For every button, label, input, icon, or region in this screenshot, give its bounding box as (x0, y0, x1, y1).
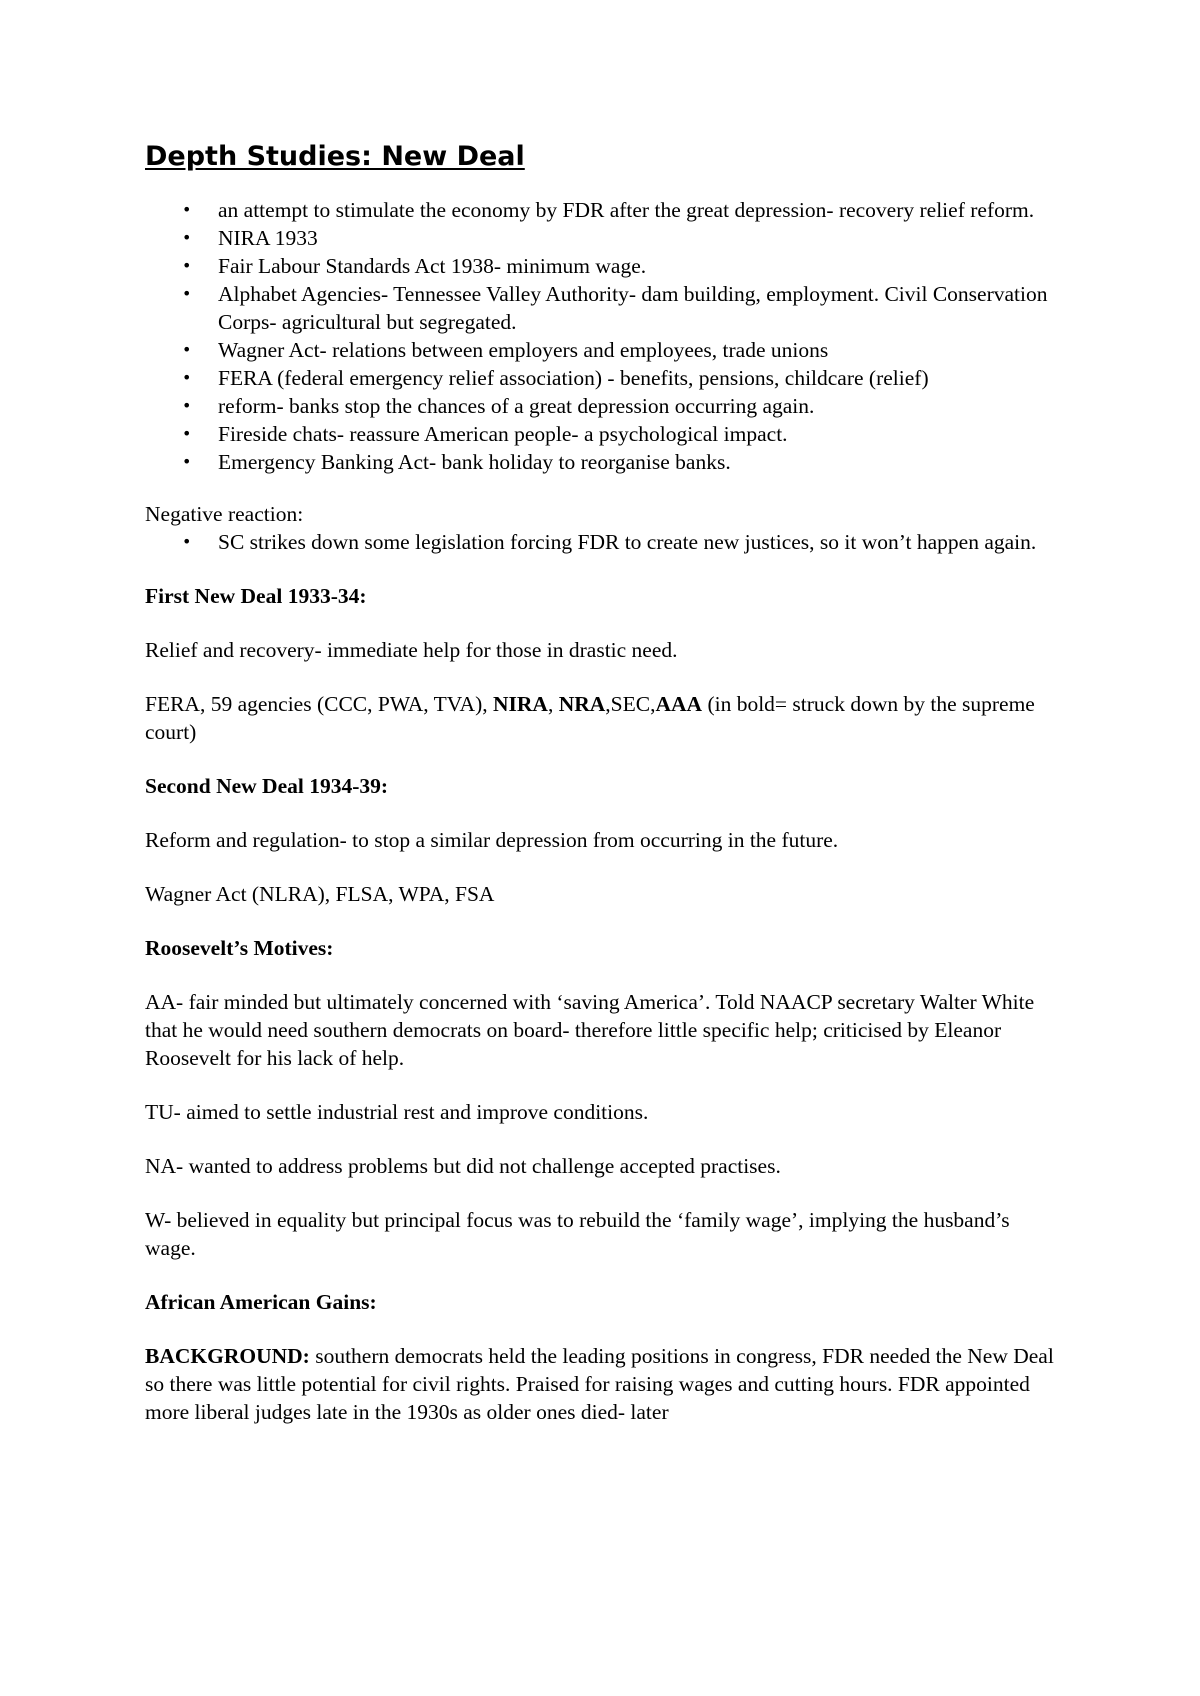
bullet-icon: • (182, 340, 192, 359)
bullet-icon: • (182, 368, 192, 387)
new-deal-bullet-list (145, 196, 1065, 476)
second-new-deal-summary: Reform and regulation- to stop a similar depression from occurring in the future. (145, 828, 839, 852)
list-item (145, 196, 1065, 224)
list-item-text: NIRA 1933 (218, 226, 318, 250)
list-item-text: Wagner Act- relations between employers and employees, trade unions (218, 338, 829, 362)
list-item (145, 224, 1065, 252)
list-item-text: Emergency Banking Act- bank holiday to reorganise banks. (218, 450, 731, 474)
agency-aaa: AAA (655, 692, 703, 716)
list-item (145, 364, 1065, 392)
document-page (145, 140, 1065, 1426)
list-item (145, 252, 1065, 280)
aa-gains-heading (145, 1288, 1065, 1316)
agencies-text: FERA, 59 agencies (CCC, PWA, TVA), (145, 692, 493, 716)
bullet-icon: • (182, 396, 192, 415)
bullet-icon: • (182, 228, 192, 247)
list-item-text: Fair Labour Standards Act 1938- minimum wage. (218, 254, 647, 278)
list-item (145, 280, 1065, 336)
list-item-text: Alphabet Agencies- Tennessee Valley Authority- dam building, employment. Civil Conservation Corps- agricultural but segregated. (218, 282, 1048, 334)
list-item (145, 420, 1065, 448)
list-item (145, 448, 1065, 476)
motives-heading (145, 934, 1065, 962)
aa-gains-background (145, 1342, 1065, 1426)
bullet-icon: • (182, 256, 192, 275)
agencies-separator: , (547, 692, 559, 716)
first-new-deal-summary: Relief and recovery- immediate help for those in drastic need. (145, 638, 678, 662)
bullet-icon: • (182, 452, 192, 471)
bullet-icon: • (182, 200, 192, 219)
second-new-deal-heading (145, 772, 1065, 800)
list-item (145, 392, 1065, 420)
document-title: Depth Studies: New Deal (145, 141, 525, 172)
motives-heading-text: Roosevelt’s Motives: (145, 936, 334, 960)
motives-aa: AA- fair minded but ultimately concerned with ‘saving America’. Told NAACP secretary Walter White that he would need southern democrats on board- therefore little specific help; criticised by Eleanor Roosevelt for his lack of help. (145, 990, 1035, 1070)
list-item-text: reform- banks stop the chances of a great depression occurring again. (218, 394, 815, 418)
list-item-text: an attempt to stimulate the economy by FDR after the great depression- recovery relief reform. (218, 198, 1035, 222)
list-item-text: Fireside chats- reassure American people- a psychological impact. (218, 422, 788, 446)
first-new-deal-heading-text: First New Deal 1933-34: (145, 584, 367, 608)
motives-w: W- believed in equality but principal focus was to rebuild the ‘family wage’, implying the husband’s wage. (145, 1208, 1010, 1260)
motives-na: NA- wanted to address problems but did not challenge accepted practises. (145, 1154, 781, 1178)
list-item (145, 528, 1065, 556)
first-new-deal-heading (145, 582, 1065, 610)
agencies-text-mid: ,SEC, (605, 692, 656, 716)
agency-nra: NRA (558, 692, 606, 716)
second-new-deal-agencies: Wagner Act (NLRA), FLSA, WPA, FSA (145, 882, 495, 906)
bullet-icon: • (182, 424, 192, 443)
list-item-text: FERA (federal emergency relief association) - benefits, pensions, childcare (relief) (218, 366, 929, 390)
motives-tu: TU- aimed to settle industrial rest and improve conditions. (145, 1100, 649, 1124)
background-label: BACKGROUND: (145, 1344, 310, 1368)
negative-reaction-label: Negative reaction: (145, 502, 304, 526)
negative-reaction-list (145, 528, 1065, 556)
bullet-icon: • (182, 284, 192, 303)
list-item-text: SC strikes down some legislation forcing FDR to create new justices, so it won’t happen again. (218, 530, 1037, 554)
background-text: southern democrats held the leading positions in congress, FDR needed the New Deal so there was little potential for civil rights. Praised for raising wages and cutting hours. FDR appointed more liberal judges late in the 1930s as older ones died- later (145, 1344, 1054, 1424)
list-item (145, 336, 1065, 364)
agencies-note: (in bold= struck down by the supreme court) (145, 692, 1035, 744)
first-new-deal-agencies (145, 690, 1065, 746)
second-new-deal-heading-text: Second New Deal 1934-39: (145, 774, 389, 798)
aa-gains-heading-text: African American Gains: (145, 1290, 377, 1314)
bullet-icon: • (182, 532, 192, 551)
agency-nira: NIRA (492, 692, 548, 716)
